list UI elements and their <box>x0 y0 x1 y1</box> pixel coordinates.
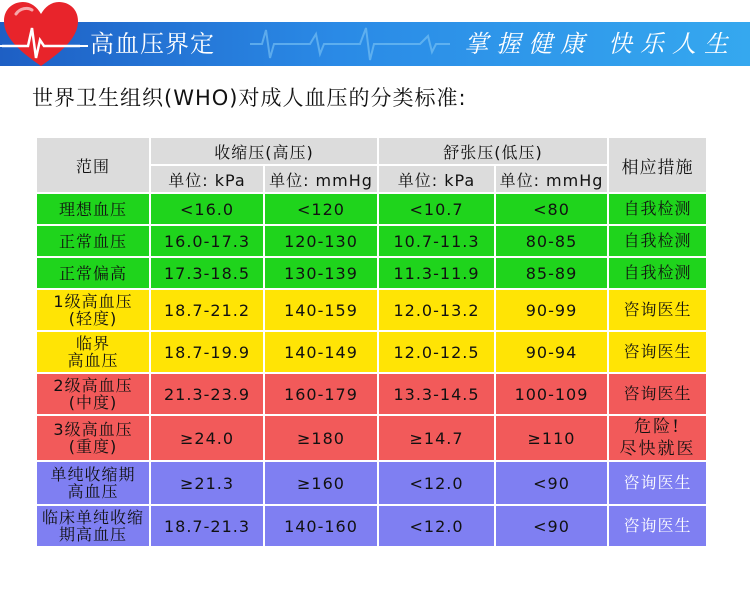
banner-title: 高血压界定 <box>90 30 215 58</box>
banner-slogan: 掌握健康 快乐人生 <box>464 30 736 58</box>
diastolic-kpa-cell: 12.0-12.5 <box>378 331 495 373</box>
diastolic-kpa-cell: 12.0-13.2 <box>378 289 495 331</box>
diastolic-kpa-cell: ≥14.7 <box>378 415 495 461</box>
systolic-mmhg-cell: 140-159 <box>264 289 378 331</box>
diastolic-mmhg-cell: 85-89 <box>495 257 608 289</box>
table-row <box>36 505 707 547</box>
diastolic-mmhg-cell: 80-85 <box>495 225 608 257</box>
range-line-2: (轻度) <box>68 309 118 328</box>
measure-line-2: 尽快就医 <box>619 439 696 459</box>
range-line-1: 1级高血压 <box>53 292 133 311</box>
systolic-mmhg-cell: 120-130 <box>264 225 378 257</box>
heart-logo-icon <box>2 0 80 70</box>
range-cell <box>36 461 150 505</box>
systolic-mmhg-cell: 130-139 <box>264 257 378 289</box>
systolic-mmhg-cell: <120 <box>264 193 378 225</box>
table-row <box>36 461 707 505</box>
table-row <box>36 193 707 225</box>
diastolic-mmhg-cell: 90-99 <box>495 289 608 331</box>
measure-line-1: 危险! <box>634 417 681 437</box>
measure-cell: 咨询医生 <box>608 461 707 505</box>
table-row <box>36 257 707 289</box>
table-row <box>36 373 707 415</box>
measure-cell: 咨询医生 <box>608 289 707 331</box>
range-cell <box>36 331 150 373</box>
range-line-1: 临床单纯收缩 <box>41 508 144 527</box>
diastolic-kpa-cell: 10.7-11.3 <box>378 225 495 257</box>
table-row <box>36 225 707 257</box>
systolic-mmhg-cell: ≥160 <box>264 461 378 505</box>
diastolic-mmhg-cell: <90 <box>495 461 608 505</box>
range-cell: 正常偏高 <box>36 257 150 289</box>
systolic-kpa-cell: <16.0 <box>150 193 264 225</box>
systolic-kpa-cell: 18.7-21.2 <box>150 289 264 331</box>
header-diastolic: 舒张压(低压) <box>378 137 608 165</box>
measure-cell: 自我检测 <box>608 257 707 289</box>
diastolic-kpa-cell: <12.0 <box>378 461 495 505</box>
diastolic-mmhg-cell: ≥110 <box>495 415 608 461</box>
range-line-2: (中度) <box>68 393 118 412</box>
header-systolic: 收缩压(高压) <box>150 137 378 165</box>
systolic-kpa-cell: 16.0-17.3 <box>150 225 264 257</box>
table-row <box>36 331 707 373</box>
table-row <box>36 415 707 461</box>
systolic-kpa-cell: ≥21.3 <box>150 461 264 505</box>
systolic-kpa-cell: ≥24.0 <box>150 415 264 461</box>
ecg-line-icon <box>0 0 750 70</box>
diastolic-kpa-cell: 11.3-11.9 <box>378 257 495 289</box>
bp-classification-table <box>35 136 708 548</box>
range-line-1: 单纯收缩期 <box>50 465 136 484</box>
header-range: 范围 <box>36 137 150 193</box>
systolic-kpa-cell: 18.7-19.9 <box>150 331 264 373</box>
range-cell <box>36 289 150 331</box>
diastolic-kpa-cell: 13.3-14.5 <box>378 373 495 415</box>
systolic-kpa-cell: 21.3-23.9 <box>150 373 264 415</box>
diastolic-kpa-cell: <10.7 <box>378 193 495 225</box>
page-subtitle: 世界卫生组织(WHO)对成人血压的分类标准: <box>32 86 467 110</box>
measure-cell: 自我检测 <box>608 225 707 257</box>
systolic-kpa-cell: 17.3-18.5 <box>150 257 264 289</box>
measure-cell: 咨询医生 <box>608 373 707 415</box>
range-cell <box>36 505 150 547</box>
measure-cell: 咨询医生 <box>608 331 707 373</box>
measure-cell: 咨询医生 <box>608 505 707 547</box>
range-cell: 理想血压 <box>36 193 150 225</box>
diastolic-kpa-cell: <12.0 <box>378 505 495 547</box>
diastolic-mmhg-cell: 90-94 <box>495 331 608 373</box>
range-line-1: 临界 <box>75 334 110 353</box>
systolic-mmhg-cell: 140-160 <box>264 505 378 547</box>
range-line-2: 高血压 <box>67 351 119 370</box>
range-cell <box>36 373 150 415</box>
systolic-mmhg-cell: 140-149 <box>264 331 378 373</box>
header-measure: 相应措施 <box>608 137 707 193</box>
diastolic-mmhg-cell: 100-109 <box>495 373 608 415</box>
measure-cell: 自我检测 <box>608 193 707 225</box>
unit-mmhg: 单位: mmHg <box>264 165 378 193</box>
diastolic-mmhg-cell: <80 <box>495 193 608 225</box>
systolic-kpa-cell: 18.7-21.3 <box>150 505 264 547</box>
table-row <box>36 289 707 331</box>
table-header-row <box>36 137 707 165</box>
unit-kpa: 单位: kPa <box>378 165 495 193</box>
systolic-mmhg-cell: 160-179 <box>264 373 378 415</box>
range-cell <box>36 415 150 461</box>
range-line-2: (重度) <box>68 437 118 456</box>
range-cell: 正常血压 <box>36 225 150 257</box>
range-line-2: 高血压 <box>67 482 119 501</box>
range-line-1: 3级高血压 <box>53 420 133 439</box>
measure-cell <box>608 415 707 461</box>
unit-mmhg: 单位: mmHg <box>495 165 608 193</box>
range-line-1: 2级高血压 <box>53 376 133 395</box>
range-line-2: 期高血压 <box>58 525 127 544</box>
systolic-mmhg-cell: ≥180 <box>264 415 378 461</box>
unit-kpa: 单位: kPa <box>150 165 264 193</box>
diastolic-mmhg-cell: <90 <box>495 505 608 547</box>
